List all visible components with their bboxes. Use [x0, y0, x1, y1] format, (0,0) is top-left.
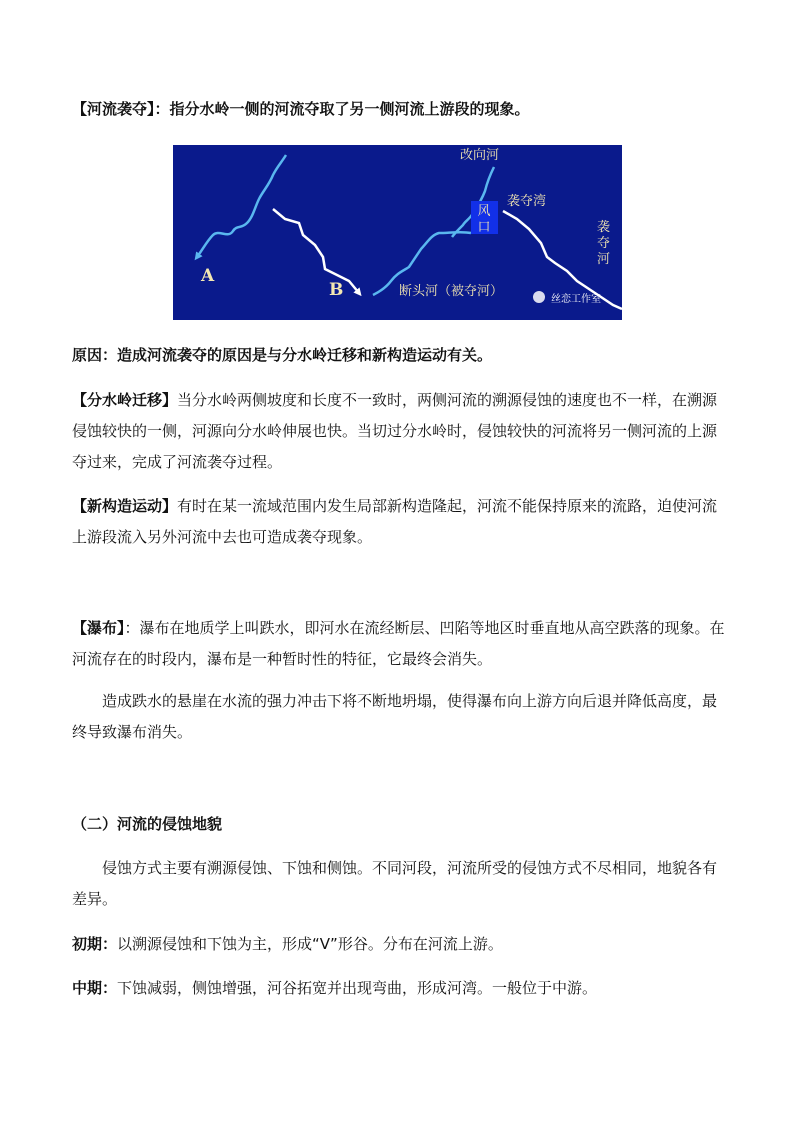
label-capturing-river-3: 河	[597, 252, 611, 267]
neotectonic-label: 【新构造运动】	[72, 497, 178, 515]
wind-gap-label-2: 口	[477, 220, 491, 235]
middle-stage-paragraph	[72, 973, 728, 1004]
early-stage-paragraph	[72, 929, 728, 960]
label-capture-bend: 袭夺湾	[507, 194, 547, 209]
river-capture-label: 【河流袭夺】	[72, 100, 155, 118]
wind-gap-label-1: 风	[477, 204, 491, 219]
early-stage-label: 初期：	[72, 935, 118, 953]
waterfall-text: ：瀑布在地质学上叫跌水，即河水在流经断层、凹陷等地区时垂直地从高空跌落的现象。在河流存在的时段内，瀑布是一种暂时性的特征，它最终会消失。	[72, 619, 725, 668]
waterfall-paragraph	[72, 613, 728, 675]
neotectonic-paragraph	[72, 491, 728, 553]
neotectonic-text: 有时在某一流域范围内发生局部新构造隆起，河流不能保持原来的流路，迫使河流上游段流入另外河流中去也可造成袭夺现象。	[72, 497, 718, 546]
divide-migration-text: 当分水岭两侧坡度和长度不一致时，两侧河流的溯源侵蚀的速度也不一样，在溯源侵蚀较快的一侧，河源向分水岭伸展也快。当切过分水岭时，侵蚀较快的河流将另一侧河流的上源夺过来，完成了河流袭夺过程。	[72, 391, 718, 471]
waterfall-label: 【瀑布】	[72, 619, 125, 637]
river-capture-heading	[72, 94, 728, 125]
label-capturing-river-2: 夺	[597, 236, 611, 251]
divide-migration-paragraph	[72, 385, 728, 478]
wechat-icon	[533, 291, 545, 303]
label-capturing-river-1: 袭	[597, 220, 611, 235]
cause-paragraph: 原因：造成河流袭夺的原因是与分水岭迁移和新构造运动有关。	[72, 346, 493, 364]
divide-migration-label: 【分水岭迁移】	[72, 391, 178, 409]
middle-stage-text: 下蚀减弱，侧蚀增强，河谷拓宽并出现弯曲，形成河湾。一般位于中游。	[117, 979, 598, 997]
middle-stage-label: 中期：	[72, 979, 118, 997]
section2-title: （二）河流的侵蚀地貌	[72, 815, 223, 833]
label-b: B	[329, 280, 344, 300]
watermark-text: 丝恋工作室	[551, 294, 601, 305]
early-stage-text: 以溯源侵蚀和下蚀为主，形成“V”形谷。分布在河流上游。	[117, 935, 503, 953]
label-a: A	[201, 266, 215, 286]
label-diverted-river: 改向河	[460, 148, 500, 163]
river-capture-figure	[173, 145, 622, 320]
label-beheaded-river: 断头河（被夺河）	[399, 284, 504, 299]
section2-intro: 侵蚀方式主要有溯源侵蚀、下蚀和侧蚀。不同河段，河流所受的侵蚀方式不尽相同，地貌各有差异。	[72, 859, 718, 908]
river-capture-diagram	[173, 145, 622, 320]
waterfall-paragraph-2: 造成跌水的悬崖在水流的强力冲击下将不断地坍塌，使得瀑布向上游方向后退并降低高度，最终导致瀑布消失。	[72, 692, 718, 741]
river-capture-definition: ：指分水岭一侧的河流夺取了另一侧河流上游段的现象。	[154, 100, 530, 118]
